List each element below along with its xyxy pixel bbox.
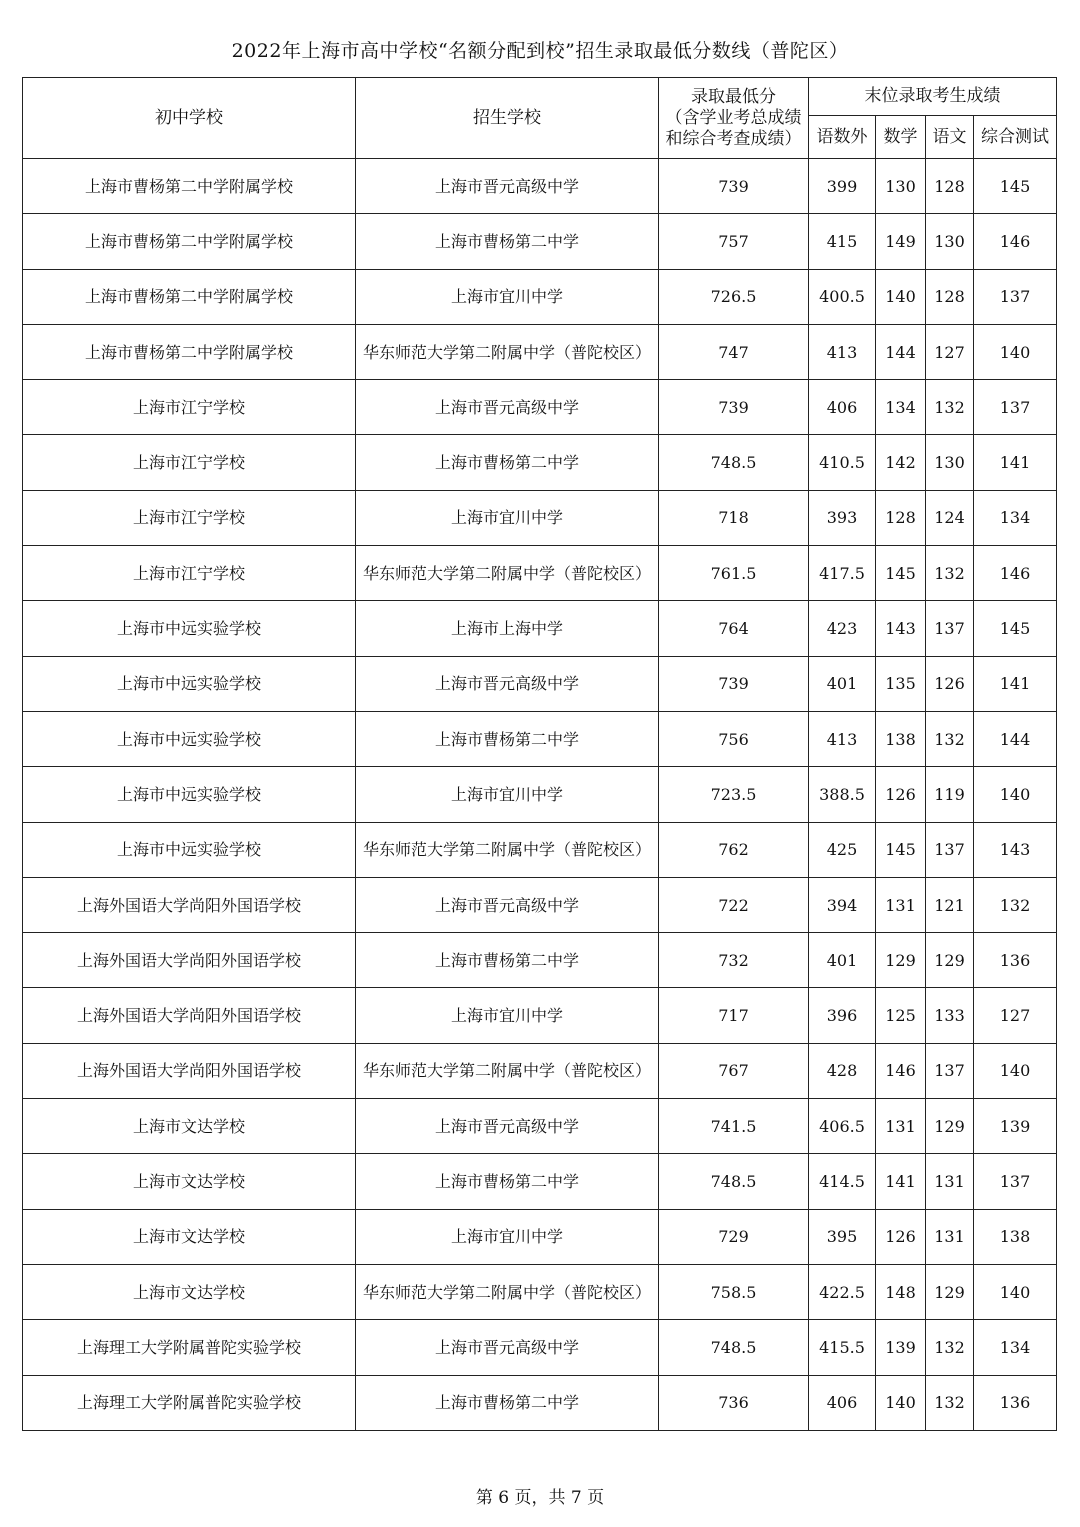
cme-score-cell: 395 bbox=[809, 1209, 876, 1264]
min-score-cell: 732 bbox=[659, 933, 809, 988]
junior-school-cell: 上海市文达学校 bbox=[23, 1264, 356, 1319]
comprehensive-score-cell: 145 bbox=[974, 601, 1057, 656]
comprehensive-score-cell: 138 bbox=[974, 1209, 1057, 1264]
comprehensive-score-cell: 137 bbox=[974, 269, 1057, 324]
admit-school-cell: 上海市曹杨第二中学 bbox=[356, 214, 659, 269]
comprehensive-score-cell: 146 bbox=[974, 546, 1057, 601]
table-row bbox=[23, 159, 1057, 214]
cme-score-cell: 417.5 bbox=[809, 546, 876, 601]
table-row bbox=[23, 1375, 1057, 1430]
admit-school-cell: 上海市晋元高级中学 bbox=[356, 1099, 659, 1154]
header-admit-school: 招生学校 bbox=[356, 78, 659, 159]
cme-score-cell: 415 bbox=[809, 214, 876, 269]
comprehensive-score-cell: 141 bbox=[974, 435, 1057, 490]
admit-school-cell: 上海市晋元高级中学 bbox=[356, 380, 659, 435]
math-score-cell: 128 bbox=[876, 490, 926, 545]
comprehensive-score-cell: 137 bbox=[974, 380, 1057, 435]
comprehensive-score-cell: 144 bbox=[974, 711, 1057, 766]
chinese-score-cell: 132 bbox=[926, 1320, 974, 1375]
math-score-cell: 131 bbox=[876, 1099, 926, 1154]
comprehensive-score-cell: 140 bbox=[974, 767, 1057, 822]
cme-score-cell: 401 bbox=[809, 933, 876, 988]
math-score-cell: 135 bbox=[876, 656, 926, 711]
admit-school-cell: 上海市晋元高级中学 bbox=[356, 877, 659, 932]
junior-school-cell: 上海外国语大学尚阳外国语学校 bbox=[23, 933, 356, 988]
header-min-score-label: 录取最低分 bbox=[691, 86, 776, 107]
min-score-cell: 756 bbox=[659, 711, 809, 766]
admit-school-cell: 上海市曹杨第二中学 bbox=[356, 1154, 659, 1209]
cme-score-cell: 400.5 bbox=[809, 269, 876, 324]
admit-school-cell: 华东师范大学第二附属中学（普陀校区） bbox=[356, 546, 659, 601]
admit-school-cell: 上海市曹杨第二中学 bbox=[356, 435, 659, 490]
min-score-cell: 736 bbox=[659, 1375, 809, 1430]
chinese-score-cell: 119 bbox=[926, 767, 974, 822]
chinese-score-cell: 131 bbox=[926, 1209, 974, 1264]
page-title: 2022年上海市高中学校“名额分配到校”招生录取最低分数线（普陀区） bbox=[231, 40, 849, 62]
chinese-score-cell: 130 bbox=[926, 214, 974, 269]
header-junior-school: 初中学校 bbox=[23, 78, 356, 159]
table-row bbox=[23, 1320, 1057, 1375]
math-score-cell: 130 bbox=[876, 159, 926, 214]
min-score-cell: 764 bbox=[659, 601, 809, 656]
admit-school-cell: 上海市晋元高级中学 bbox=[356, 1320, 659, 1375]
chinese-score-cell: 131 bbox=[926, 1154, 974, 1209]
min-score-cell: 748.5 bbox=[659, 1154, 809, 1209]
min-score-cell: 726.5 bbox=[659, 269, 809, 324]
chinese-score-cell: 137 bbox=[926, 601, 974, 656]
math-score-cell: 142 bbox=[876, 435, 926, 490]
cme-score-cell: 423 bbox=[809, 601, 876, 656]
cme-score-cell: 414.5 bbox=[809, 1154, 876, 1209]
chinese-score-cell: 128 bbox=[926, 159, 974, 214]
min-score-cell: 739 bbox=[659, 380, 809, 435]
score-table bbox=[22, 77, 1057, 1431]
admit-school-cell: 上海市宜川中学 bbox=[356, 767, 659, 822]
math-score-cell: 134 bbox=[876, 380, 926, 435]
junior-school-cell: 上海市江宁学校 bbox=[23, 490, 356, 545]
table-row bbox=[23, 1154, 1057, 1209]
chinese-score-cell: 126 bbox=[926, 656, 974, 711]
min-score-cell: 723.5 bbox=[659, 767, 809, 822]
math-score-cell: 138 bbox=[876, 711, 926, 766]
junior-school-cell: 上海市江宁学校 bbox=[23, 380, 356, 435]
comprehensive-score-cell: 139 bbox=[974, 1099, 1057, 1154]
chinese-score-cell: 128 bbox=[926, 269, 974, 324]
cme-score-cell: 413 bbox=[809, 324, 876, 379]
min-score-cell: 722 bbox=[659, 877, 809, 932]
comprehensive-score-cell: 140 bbox=[974, 324, 1057, 379]
comprehensive-score-cell: 146 bbox=[974, 214, 1057, 269]
table-row bbox=[23, 711, 1057, 766]
table-row bbox=[23, 435, 1057, 490]
junior-school-cell: 上海市曹杨第二中学附属学校 bbox=[23, 269, 356, 324]
header-comprehensive: 综合测试 bbox=[974, 116, 1057, 159]
min-score-cell: 762 bbox=[659, 822, 809, 877]
header-min-score-note: （含学业考总成绩和综合考查成绩） bbox=[665, 107, 802, 149]
comprehensive-score-cell: 140 bbox=[974, 1264, 1057, 1319]
admit-school-cell: 上海市曹杨第二中学 bbox=[356, 933, 659, 988]
junior-school-cell: 上海市文达学校 bbox=[23, 1099, 356, 1154]
comprehensive-score-cell: 134 bbox=[974, 1320, 1057, 1375]
chinese-score-cell: 132 bbox=[926, 546, 974, 601]
comprehensive-score-cell: 136 bbox=[974, 1375, 1057, 1430]
min-score-cell: 757 bbox=[659, 214, 809, 269]
junior-school-cell: 上海理工大学附属普陀实验学校 bbox=[23, 1320, 356, 1375]
min-score-cell: 718 bbox=[659, 490, 809, 545]
min-score-cell: 761.5 bbox=[659, 546, 809, 601]
table-row bbox=[23, 214, 1057, 269]
junior-school-cell: 上海市中远实验学校 bbox=[23, 656, 356, 711]
header-min-score bbox=[659, 78, 809, 159]
admit-school-cell: 华东师范大学第二附属中学（普陀校区） bbox=[356, 822, 659, 877]
cme-score-cell: 425 bbox=[809, 822, 876, 877]
cme-score-cell: 396 bbox=[809, 988, 876, 1043]
cme-score-cell: 393 bbox=[809, 490, 876, 545]
math-score-cell: 146 bbox=[876, 1043, 926, 1098]
chinese-score-cell: 132 bbox=[926, 380, 974, 435]
admit-school-cell: 上海市曹杨第二中学 bbox=[356, 711, 659, 766]
cme-score-cell: 394 bbox=[809, 877, 876, 932]
admit-school-cell: 上海市宜川中学 bbox=[356, 269, 659, 324]
junior-school-cell: 上海外国语大学尚阳外国语学校 bbox=[23, 1043, 356, 1098]
admit-school-cell: 上海市晋元高级中学 bbox=[356, 656, 659, 711]
math-score-cell: 139 bbox=[876, 1320, 926, 1375]
junior-school-cell: 上海外国语大学尚阳外国语学校 bbox=[23, 877, 356, 932]
comprehensive-score-cell: 137 bbox=[974, 1154, 1057, 1209]
table-row bbox=[23, 490, 1057, 545]
cme-score-cell: 428 bbox=[809, 1043, 876, 1098]
header-chinese: 语文 bbox=[926, 116, 974, 159]
math-score-cell: 145 bbox=[876, 822, 926, 877]
min-score-cell: 739 bbox=[659, 159, 809, 214]
table-row bbox=[23, 1099, 1057, 1154]
table-row bbox=[23, 601, 1057, 656]
math-score-cell: 131 bbox=[876, 877, 926, 932]
admit-school-cell: 华东师范大学第二附属中学（普陀校区） bbox=[356, 1043, 659, 1098]
comprehensive-score-cell: 134 bbox=[974, 490, 1057, 545]
min-score-cell: 758.5 bbox=[659, 1264, 809, 1319]
admit-school-cell: 上海市曹杨第二中学 bbox=[356, 1375, 659, 1430]
chinese-score-cell: 127 bbox=[926, 324, 974, 379]
comprehensive-score-cell: 141 bbox=[974, 656, 1057, 711]
chinese-score-cell: 132 bbox=[926, 711, 974, 766]
comprehensive-score-cell: 143 bbox=[974, 822, 1057, 877]
junior-school-cell: 上海市文达学校 bbox=[23, 1154, 356, 1209]
math-score-cell: 125 bbox=[876, 988, 926, 1043]
header-math: 数学 bbox=[876, 116, 926, 159]
junior-school-cell: 上海外国语大学尚阳外国语学校 bbox=[23, 988, 356, 1043]
cme-score-cell: 410.5 bbox=[809, 435, 876, 490]
cme-score-cell: 388.5 bbox=[809, 767, 876, 822]
chinese-score-cell: 133 bbox=[926, 988, 974, 1043]
admit-school-cell: 上海市宜川中学 bbox=[356, 988, 659, 1043]
table-row bbox=[23, 546, 1057, 601]
chinese-score-cell: 129 bbox=[926, 1264, 974, 1319]
chinese-score-cell: 129 bbox=[926, 1099, 974, 1154]
min-score-cell: 748.5 bbox=[659, 1320, 809, 1375]
table-row bbox=[23, 380, 1057, 435]
admit-school-cell: 上海市上海中学 bbox=[356, 601, 659, 656]
table-body bbox=[23, 159, 1057, 1431]
admit-school-cell: 上海市晋元高级中学 bbox=[356, 159, 659, 214]
cme-score-cell: 401 bbox=[809, 656, 876, 711]
math-score-cell: 149 bbox=[876, 214, 926, 269]
table-row bbox=[23, 822, 1057, 877]
header-chinese-math-english: 语数外 bbox=[809, 116, 876, 159]
cme-score-cell: 406.5 bbox=[809, 1099, 876, 1154]
cme-score-cell: 422.5 bbox=[809, 1264, 876, 1319]
math-score-cell: 145 bbox=[876, 546, 926, 601]
junior-school-cell: 上海市中远实验学校 bbox=[23, 767, 356, 822]
math-score-cell: 126 bbox=[876, 1209, 926, 1264]
table-row bbox=[23, 767, 1057, 822]
chinese-score-cell: 129 bbox=[926, 933, 974, 988]
comprehensive-score-cell: 136 bbox=[974, 933, 1057, 988]
junior-school-cell: 上海市曹杨第二中学附属学校 bbox=[23, 159, 356, 214]
table-row bbox=[23, 1043, 1057, 1098]
math-score-cell: 141 bbox=[876, 1154, 926, 1209]
math-score-cell: 126 bbox=[876, 767, 926, 822]
admit-school-cell: 上海市宜川中学 bbox=[356, 1209, 659, 1264]
comprehensive-score-cell: 127 bbox=[974, 988, 1057, 1043]
header-last-student: 末位录取考生成绩 bbox=[809, 78, 1057, 116]
min-score-cell: 747 bbox=[659, 324, 809, 379]
admit-school-cell: 上海市宜川中学 bbox=[356, 490, 659, 545]
chinese-score-cell: 121 bbox=[926, 877, 974, 932]
cme-score-cell: 406 bbox=[809, 380, 876, 435]
chinese-score-cell: 132 bbox=[926, 1375, 974, 1430]
junior-school-cell: 上海市中远实验学校 bbox=[23, 711, 356, 766]
cme-score-cell: 406 bbox=[809, 1375, 876, 1430]
comprehensive-score-cell: 145 bbox=[974, 159, 1057, 214]
table-row bbox=[23, 933, 1057, 988]
junior-school-cell: 上海市中远实验学校 bbox=[23, 601, 356, 656]
table-row bbox=[23, 324, 1057, 379]
admit-school-cell: 华东师范大学第二附属中学（普陀校区） bbox=[356, 324, 659, 379]
min-score-cell: 748.5 bbox=[659, 435, 809, 490]
min-score-cell: 729 bbox=[659, 1209, 809, 1264]
junior-school-cell: 上海市江宁学校 bbox=[23, 546, 356, 601]
junior-school-cell: 上海市中远实验学校 bbox=[23, 822, 356, 877]
table-row bbox=[23, 656, 1057, 711]
junior-school-cell: 上海市江宁学校 bbox=[23, 435, 356, 490]
comprehensive-score-cell: 132 bbox=[974, 877, 1057, 932]
cme-score-cell: 415.5 bbox=[809, 1320, 876, 1375]
math-score-cell: 140 bbox=[876, 1375, 926, 1430]
math-score-cell: 148 bbox=[876, 1264, 926, 1319]
page-footer: 第 6 页，共 7 页 bbox=[475, 1488, 605, 1508]
math-score-cell: 143 bbox=[876, 601, 926, 656]
math-score-cell: 144 bbox=[876, 324, 926, 379]
table-row bbox=[23, 269, 1057, 324]
min-score-cell: 767 bbox=[659, 1043, 809, 1098]
table-row bbox=[23, 1209, 1057, 1264]
min-score-cell: 717 bbox=[659, 988, 809, 1043]
chinese-score-cell: 137 bbox=[926, 822, 974, 877]
junior-school-cell: 上海市曹杨第二中学附属学校 bbox=[23, 214, 356, 269]
cme-score-cell: 399 bbox=[809, 159, 876, 214]
cme-score-cell: 413 bbox=[809, 711, 876, 766]
math-score-cell: 129 bbox=[876, 933, 926, 988]
admit-school-cell: 华东师范大学第二附属中学（普陀校区） bbox=[356, 1264, 659, 1319]
junior-school-cell: 上海市文达学校 bbox=[23, 1209, 356, 1264]
table-row bbox=[23, 1264, 1057, 1319]
min-score-cell: 741.5 bbox=[659, 1099, 809, 1154]
math-score-cell: 140 bbox=[876, 269, 926, 324]
junior-school-cell: 上海市曹杨第二中学附属学校 bbox=[23, 324, 356, 379]
chinese-score-cell: 124 bbox=[926, 490, 974, 545]
table-row bbox=[23, 877, 1057, 932]
chinese-score-cell: 137 bbox=[926, 1043, 974, 1098]
comprehensive-score-cell: 140 bbox=[974, 1043, 1057, 1098]
chinese-score-cell: 130 bbox=[926, 435, 974, 490]
table-row bbox=[23, 988, 1057, 1043]
min-score-cell: 739 bbox=[659, 656, 809, 711]
junior-school-cell: 上海理工大学附属普陀实验学校 bbox=[23, 1375, 356, 1430]
